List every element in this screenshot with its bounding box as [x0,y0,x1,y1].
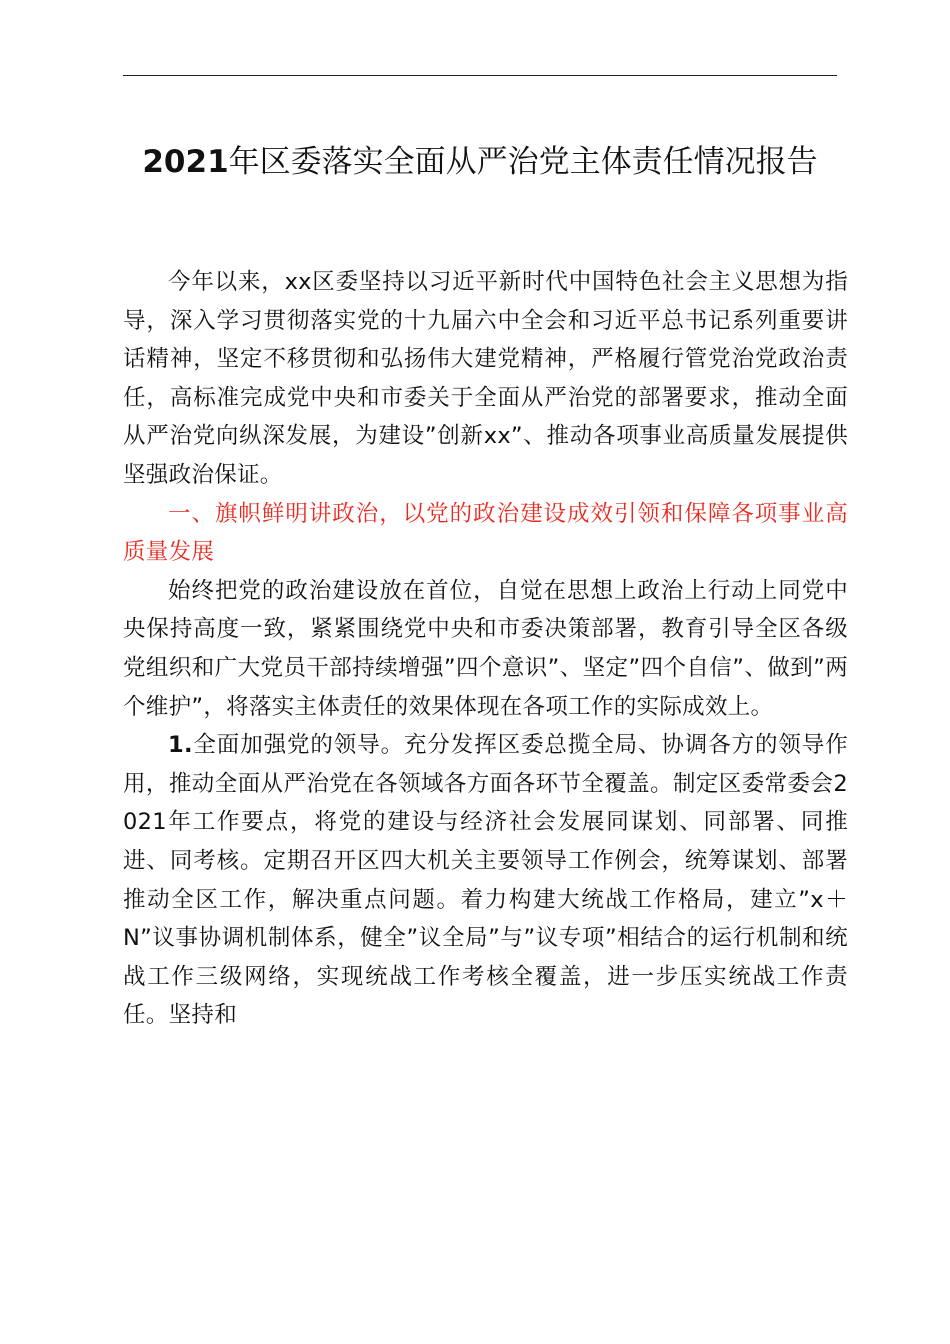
title-text: 年区委落实全面从严治党主体责任情况报告 [228,144,818,180]
title-year: 2021 [142,144,229,180]
section-heading-1: 一、旗帜鲜明讲政治，以党的政治建设成效引领和保障各项事业高质量发展 [123,500,848,566]
document-body [123,263,848,1035]
paragraph-number: 1. [168,732,193,759]
header-rule [123,75,837,76]
intro-paragraph: 今年以来，xx区委坚持以习近平新时代中国特色社会主义思想为指导，深入学习贯彻落实党的十九届六中全会和习近平总书记系列重要讲话精神，坚定不移贯彻和弘扬伟大建党精神，严格履行管党治党政治责任，高标准完成党中央和市委关于全面从严治党的部署要求，推动全面从严治党向纵深发展，为建设”创新xx”、推动各项事业高质量发展提供坚强政治保证。 [123,269,848,488]
numbered-paragraph-1 [123,726,848,1035]
section-1-paragraph: 始终把党的政治建设放在首位，自觉在思想上政治上行动上同党中央保持高度一致，紧紧围绕党中央和市委决策部署，教育引导全区各级党组织和广大党员干部持续增强”四个意识”、坚定”四个自信”、做到”两个维护”，将落实主体责任的效果体现在各项工作的实际成效上。 [123,577,848,720]
numbered-paragraph-text: 全面加强党的领导。充分发挥区委总揽全局、协调各方的领导作用，推动全面从严治党在各领域各方面各环节全覆盖。制定区委常委会2021年工作要点，将党的建设与经济社会发展同谋划、同部署、同推进、同考核。定期召开区四大机关主要领导工作例会，统筹谋划、部署推动全区工作，解决重点问题。着力构建大统战工作格局，建立”x＋N”议事协调机制体系，健全”议全局”与”议专项”相结合的运行机制和统战工作三级网络，实现统战工作考核全覆盖，进一步压实统战工作责任。坚持和 [123,732,848,1029]
document-title [110,138,850,187]
